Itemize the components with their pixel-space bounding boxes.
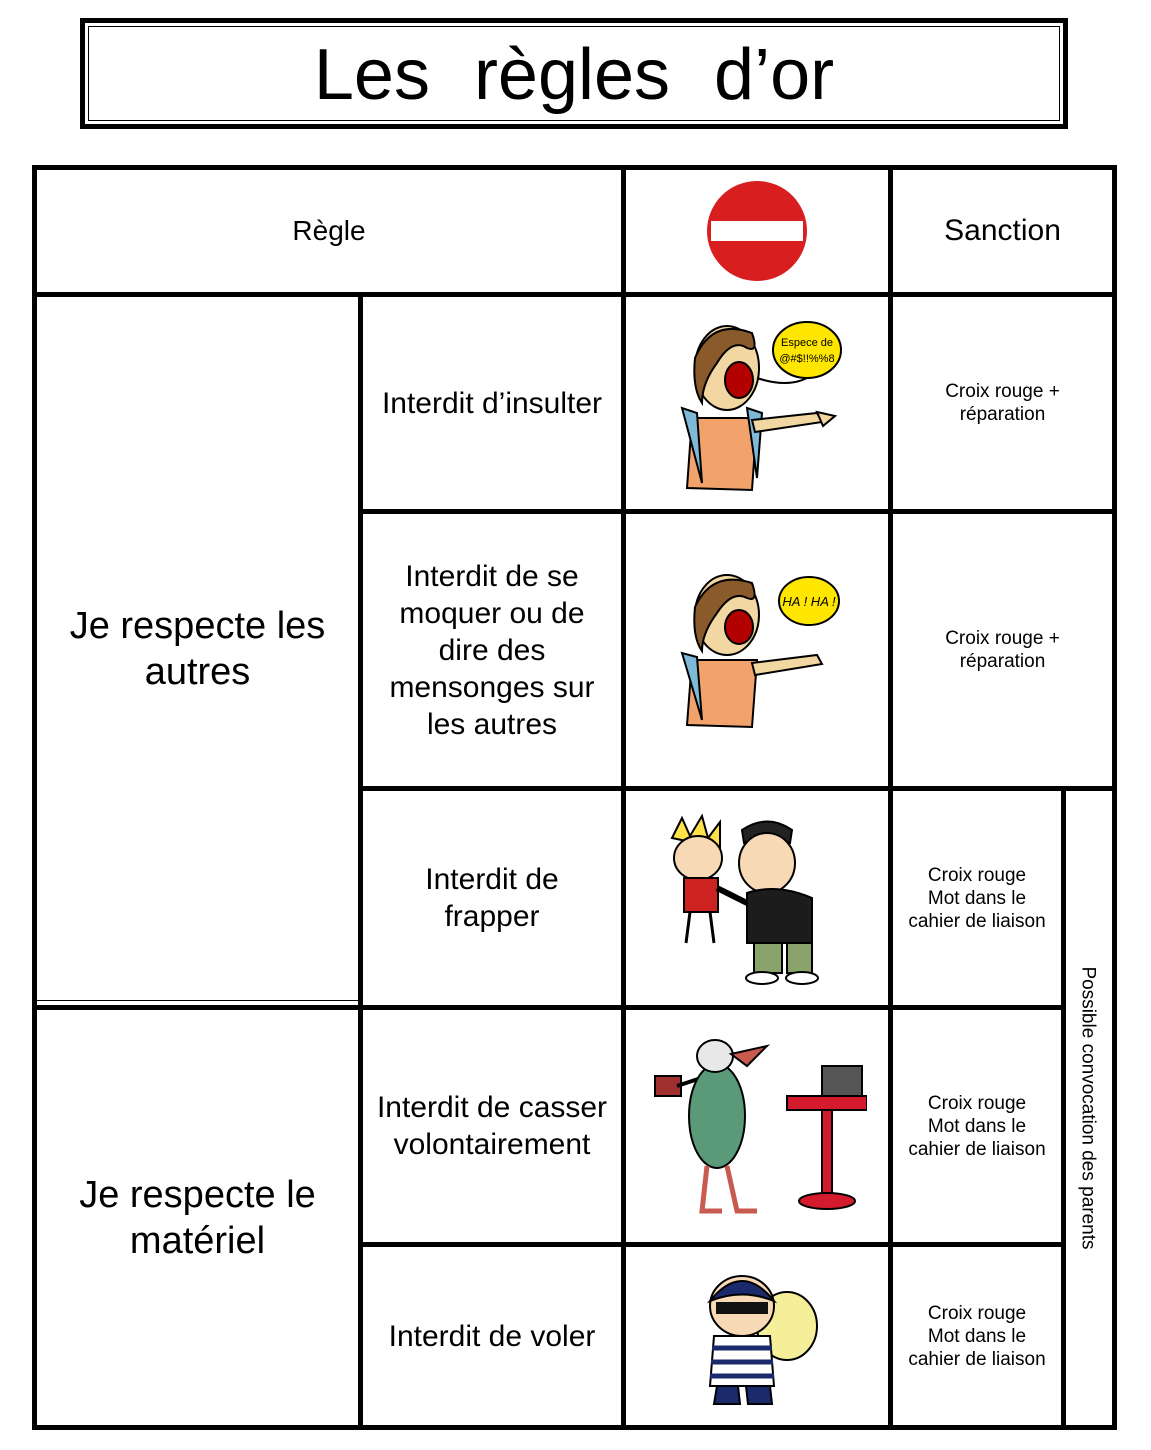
category-respect-material: Je respecte le matériel [79,1173,316,1262]
bubble-line-1: Espece de [781,337,833,349]
category-respect-others: Je respecte les autres [69,604,326,693]
rule-mock: Interdit de se moquer ou de dire des mensonges sur les autres [389,559,595,741]
picture-break [626,1010,888,1242]
rule-hit: Interdit de frapper [425,863,559,933]
rule-break: Interdit de casser volontairement [376,1091,608,1161]
bully-lifting-child-icon [662,808,852,988]
thief-with-sack-icon [692,1266,822,1406]
picture-steal [626,1247,888,1425]
sanction-insult: Croix rouge + réparation [945,381,1060,425]
sanction-hit: Croix rouge Mot dans le cahier de liaison [908,864,1046,932]
sanction-mock: Croix rouge + réparation [945,628,1060,672]
sanction-steal: Croix rouge Mot dans le cahier de liaison [908,1302,1046,1370]
side-note-parents-meeting: Possible convocation des parents [1078,966,1099,1250]
shouting-man-icon [657,308,857,498]
rule-insult: Interdit d’insulter [381,386,603,420]
header-rule: Règle [292,215,366,246]
laughing-man-icon [657,565,857,735]
side-note-cell [1066,792,1110,1424]
page-title: Les règles d’or [313,35,835,115]
bird-with-hammer-icon [647,1026,867,1226]
picture-mock [626,514,888,786]
title-box [80,18,1068,129]
rule-steal: Interdit de voler [388,1319,596,1353]
header-sanction: Sanction [944,214,1061,247]
no-entry-sign-icon [705,179,809,283]
sanction-break: Croix rouge Mot dans le cahier de liaison [908,1092,1046,1160]
header-icon-cell [626,170,888,292]
picture-insult [626,297,888,509]
bubble-line-2: @#$!!%%8 [779,353,835,365]
bubble-text: HA ! HA ! [782,594,836,609]
picture-hit [626,791,888,1005]
